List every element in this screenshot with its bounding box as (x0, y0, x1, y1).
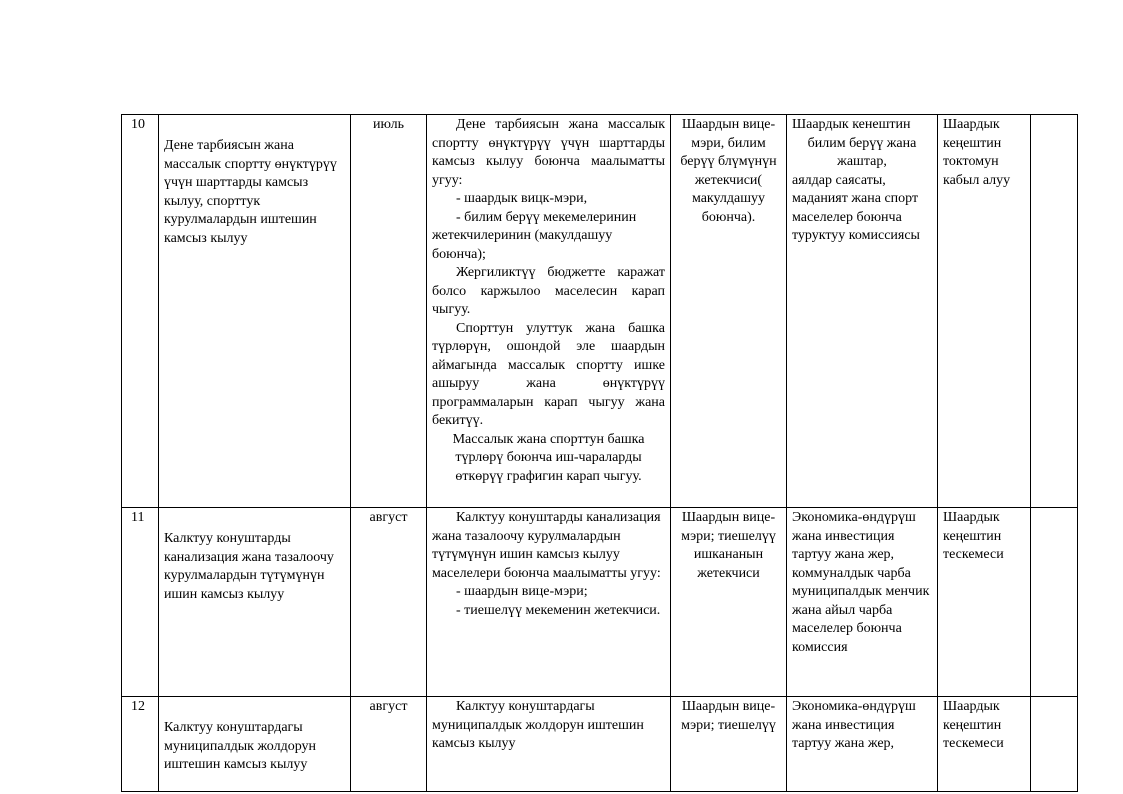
responsible-cell: Шаардын вице-мэри, билим берүү блүмүнүн жетекчиси( макулдашуу боюнча). (671, 115, 787, 508)
term-cell: июль (351, 115, 427, 508)
commission-cell (787, 115, 938, 508)
row-number: 11 (122, 508, 159, 697)
action-line: Массалык жана спорттун башка түрлөрү боюнча иш-чараларды өткөрүү графигин карап чыгуу. (452, 431, 645, 484)
table-row (122, 697, 1078, 792)
note-cell (1031, 115, 1078, 508)
row-number: 12 (122, 697, 159, 792)
table-row (122, 508, 1078, 697)
decision-cell: Шаардык кеңештин токтомун кабыл алуу (938, 115, 1031, 508)
commission-line: Шаардык кенештин (792, 117, 911, 132)
task-cell: Калктуу конуштардагы муниципалдык жолдорун иштешин камсыз кылуу (159, 697, 351, 792)
table-row (122, 115, 1078, 508)
actions-cell (427, 508, 671, 697)
action-line: Жергиликтүү бюджетте каражат болсо каржылоо маселесин карап чыгуу. (432, 265, 665, 317)
commission-line: жаштар, (837, 154, 887, 169)
commission-line: Экономика-өндүрүш жана инвестиция тартуу жана жер, коммуналдык чарба муниципалдык менчик жана айыл чарба маселелер боюнча комиссия (792, 510, 930, 655)
commission-cell (787, 697, 938, 792)
actions-cell (427, 115, 671, 508)
commission-line: аялдар саясаты, маданият жана спорт маселелер боюнча туруктуу комиссиясы (792, 172, 920, 243)
decision-cell: Шаардык кеңештин тескемеси (938, 697, 1031, 792)
actions-cell (427, 697, 671, 792)
action-line: Спорттун улуттук жана башка түрлөрүн, ошондой эле шаардын аймагында массалык спортту ишке ашыруу жана өнүктүрүү программаларын карап чыгуу жана бекитүү. (432, 320, 665, 428)
action-line: - тиешелүү мекеменин жетекчиси. (456, 602, 661, 618)
term-cell: август (351, 697, 427, 792)
work-plan-table (121, 114, 1078, 792)
commission-line: билим берүү жана (807, 135, 917, 151)
action-line: Калктуу конуштардагы муниципалдык жолдорун иштешин камсыз кылуу (432, 699, 644, 751)
task-cell: Дене тарбиясын жана массалык спортту өнүктүрүү үчүн шарттарды камсыз кылуу, спорттук курулмалардын иштешин камсыз кылуу (159, 115, 351, 508)
decision-cell: Шаардык кеңештин тескемеси (938, 508, 1031, 697)
note-cell (1031, 697, 1078, 792)
row-number: 10 (122, 115, 159, 508)
action-line: - шаардын вице-мэри; (456, 584, 588, 599)
responsible-cell: Шаардын вице-мэри; тиешелүү (671, 697, 787, 792)
note-cell (1031, 508, 1078, 697)
action-line: - шаардык вицк-мэри, (456, 191, 588, 206)
action-line: Калктуу конуштарды канализация жана тазалоочу курулмалардын түтүмүнүн ишин камсыз кылуу маселелери боюнча маалыматты угуу: (432, 510, 661, 581)
action-line: Дене тарбиясын жана массалык спортту өнүктүрүү үчүн шарттарды камсыз кылуу боюнча маалыматты угуу: (432, 117, 665, 188)
task-cell: Калктуу конуштарды канализация жана тазалоочу курулмалардын түтүмүнүн ишин камсыз кылуу (159, 508, 351, 697)
commission-line: Экономика-өндүрүш жана инвестиция тартуу жана жер, (792, 699, 916, 751)
term-cell: август (351, 508, 427, 697)
commission-cell (787, 508, 938, 697)
responsible-cell: Шаардын вице-мэри; тиешелүү ишкананын жетекчиси (671, 508, 787, 697)
action-line: - билим берүү мекемелеринин жетекчилеринин (макулдашуу боюнча); (432, 209, 637, 262)
